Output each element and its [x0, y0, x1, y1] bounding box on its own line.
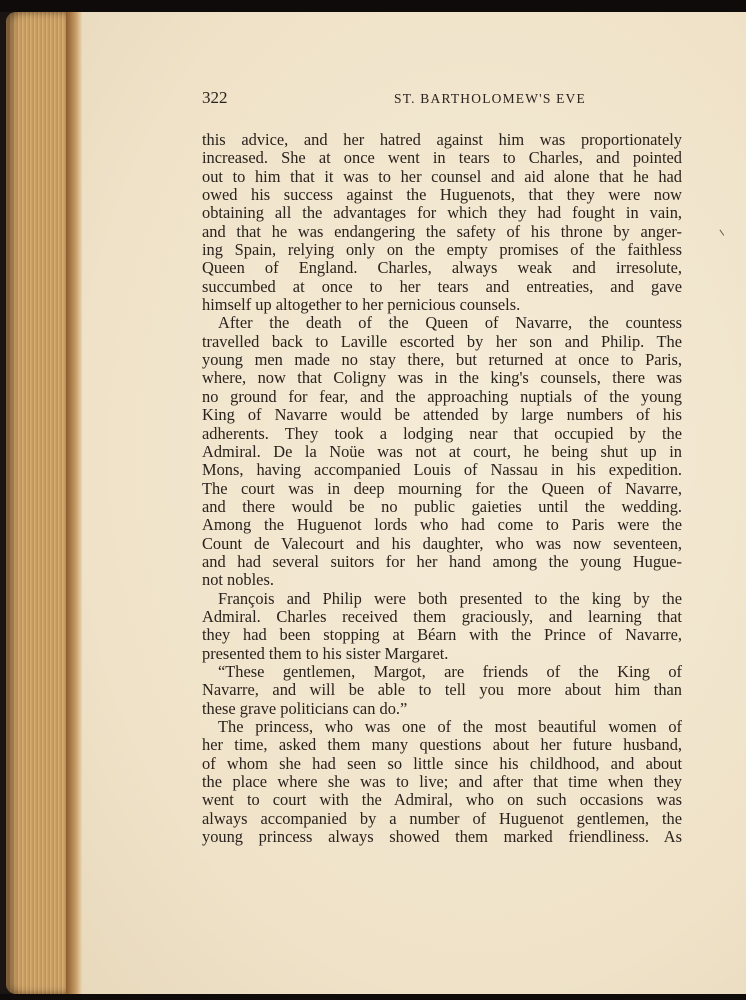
text-line: no ground for fear, and the approaching nuptials of the young	[202, 386, 682, 406]
text-line: After the death of the Queen of Navarre, the countess	[218, 313, 682, 333]
text-line: “These gentlemen, Margot, are friends of the King of	[218, 661, 682, 681]
text-line: the place where she was to live; and after that time when they	[202, 772, 682, 792]
text-line: succumbed at once to her tears and entreaties, and gave	[202, 276, 682, 296]
text-line: this advice, and her hatred against him was proportionately	[202, 130, 682, 149]
text-line: ing Spain, relying only on the empty promises of the faithless	[202, 240, 682, 260]
text-line: himself up altogether to her pernicious counsels.	[202, 295, 521, 315]
text-line: of whom she had seen so little since his childhood, and about	[202, 753, 682, 773]
text-line: François and Philip were both presented to the king by the	[218, 588, 682, 608]
text-line: Among the Huguenot lords who had come to Paris were the	[202, 515, 682, 535]
book-gutter	[66, 12, 82, 994]
text-line: Admiral. Charles received them graciously, and learning that	[202, 606, 682, 626]
text-line: and there would be no public gaieties until the wedding.	[202, 496, 682, 516]
text-line: Queen of England. Charles, always weak and irresolute,	[202, 258, 682, 278]
text-line: and had several suitors for her hand among the young Hugue-	[202, 551, 682, 571]
text-line: always accompanied by a number of Huguenot gentlemen, the	[202, 808, 682, 828]
scan-top-border	[0, 0, 746, 12]
running-head: ST. BARTHOLOMEW'S EVE	[394, 91, 586, 106]
text-line: increased. She at once went in tears to Charles, and pointed	[202, 148, 682, 168]
text-line: and that he was endangering the safety of his throne by anger-	[202, 221, 682, 241]
scan-bottom-border	[0, 994, 746, 1000]
text-line: Count de Valecourt and his daughter, who was now seventeen,	[202, 533, 682, 553]
text-line: her time, asked them many questions about her future husband,	[202, 735, 682, 755]
text-line: they had been stopping at Béarn with the Prince of Navarre,	[202, 625, 682, 645]
text-line: young princess always showed them marked friendliness. As	[202, 827, 682, 847]
text-line: these grave politicians can do.”	[202, 698, 408, 718]
body-text	[202, 131, 682, 846]
text-line: presented them to his sister Margaret.	[202, 643, 449, 663]
text-line: Admiral. De la Noüe was not at court, he being shut up in	[202, 441, 682, 461]
text-line: obtaining all the advantages for which they had fought in vain,	[202, 203, 682, 223]
text-line: not nobles.	[202, 570, 274, 590]
text-line: out to him that it was to her counsel and aid alone that he had	[202, 166, 682, 186]
page-header	[122, 88, 682, 112]
text-line: where, now that Coligny was in the king's counsels, there was	[202, 368, 682, 388]
text-line: young men made no stay there, but returned at once to Paris,	[202, 350, 682, 370]
text-line: Mons, having accompanied Louis of Nassau in his expedition.	[202, 460, 682, 480]
text-line: travelled back to Laville escorted by her son and Philip. The	[202, 331, 682, 351]
page-number: 322	[202, 88, 228, 107]
text-line: King of Navarre would be attended by large numbers of his	[202, 405, 682, 425]
text-line: owed his success against the Huguenots, that they were now	[202, 185, 682, 205]
text-line: The court was in deep mourning for the Queen of Navarre,	[202, 478, 682, 498]
text-line: adherents. They took a lodging near that occupied by the	[202, 423, 682, 443]
text-line: went to court with the Admiral, who on such occasions was	[202, 790, 682, 810]
text-line: The princess, who was one of the most beautiful women of	[218, 717, 682, 736]
text-line: Navarre, and will be able to tell you more about him than	[202, 680, 682, 700]
